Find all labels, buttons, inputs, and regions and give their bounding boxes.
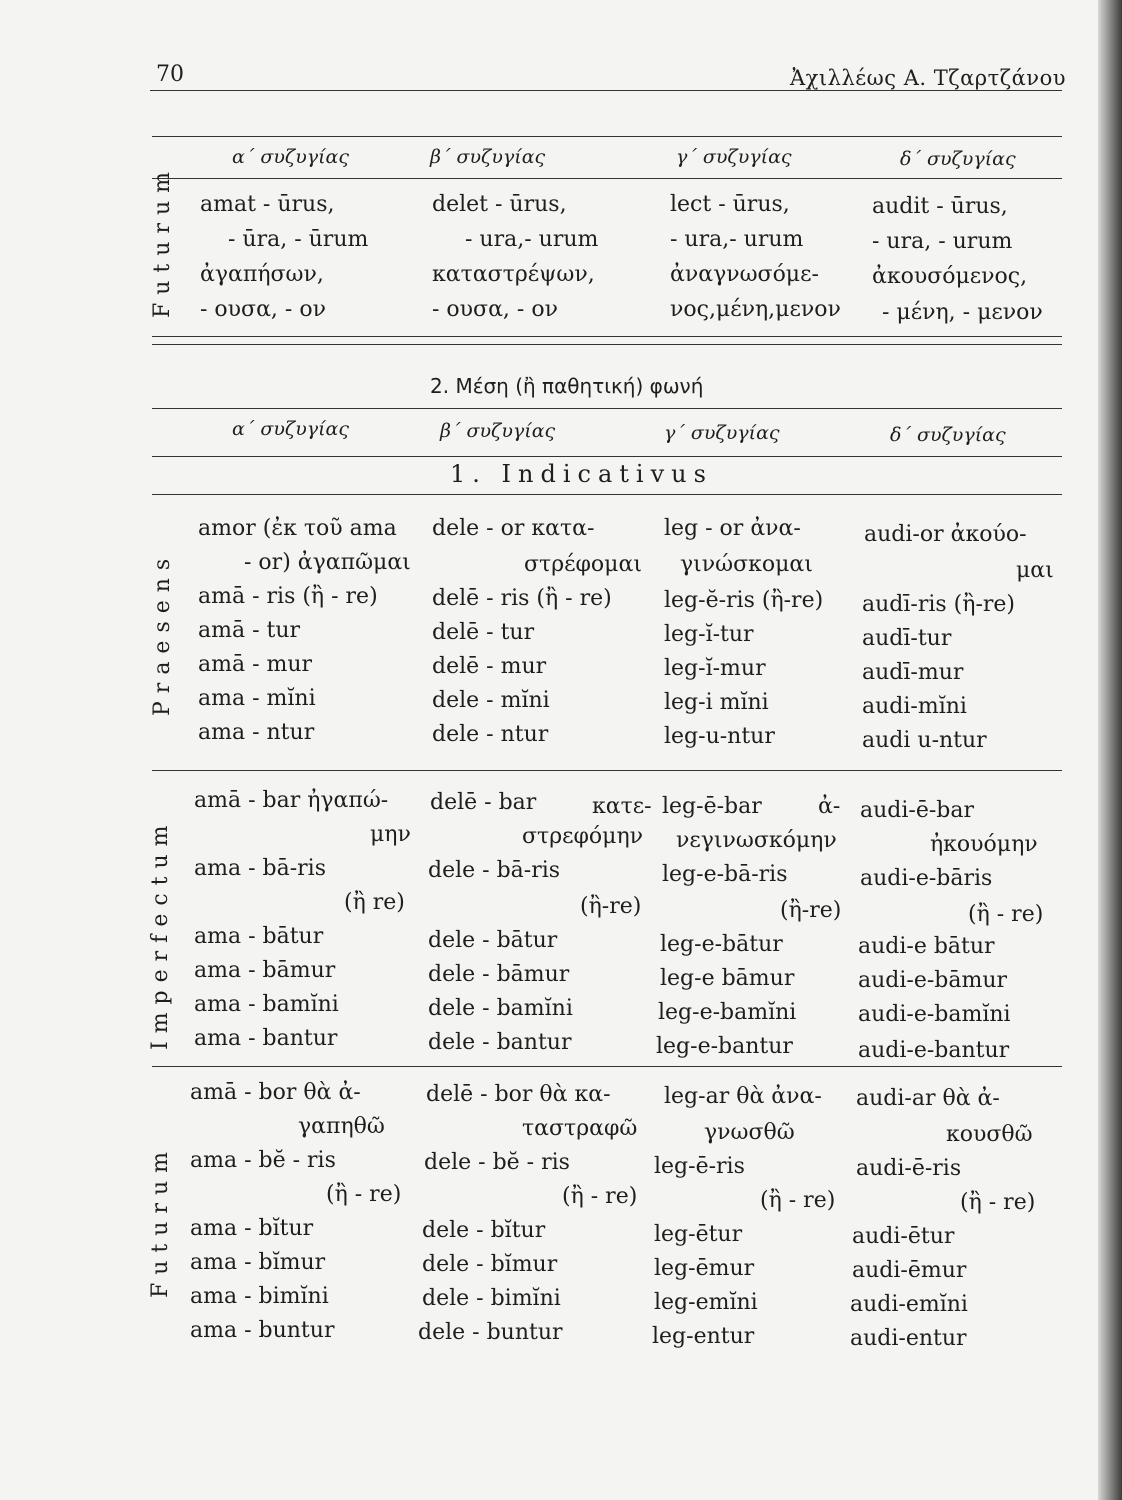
form-cell: νεγινωσκόμην [676,828,837,853]
form-cell: leg-e-bātur [660,932,783,957]
form-cell: (ἢ - re) [968,902,1044,927]
conj-header-3: γ΄ συζυγίας [676,146,792,168]
form-cell: amor (ἐκ τοῦ ama [198,516,397,541]
form-cell: audi-ē-ris [856,1156,962,1181]
form-cell: ama - bĭmur [190,1250,326,1275]
form-cell: dele - bā-ris [428,858,561,883]
form-cell: ama - buntur [190,1318,335,1343]
form-cell: κατε- [592,794,652,819]
form-cell: (ἢ re) [344,890,405,915]
form-cell: (ἢ - re) [326,1182,402,1207]
form-cell: leg-e bāmur [660,966,795,991]
form-cell: dele - bātur [428,928,558,953]
conj-header-4: δ΄ συζυγίας [900,148,1016,170]
form-cell: γνωσθῶ [704,1120,795,1145]
form-cell: lect - ūrus, [670,192,790,217]
mood-title: 1. Indicativus [450,460,713,488]
form-cell: - ουσα, - ον [432,297,558,322]
form-cell: audi-e-bamĭni [858,1002,1011,1027]
form-cell: ama - bimĭni [190,1284,329,1309]
table-rule [152,456,1062,457]
conj-header-4: δ΄ συζυγίας [890,424,1006,446]
form-cell: audī-mur [862,660,964,685]
form-cell: καταστρέψων, [432,262,595,287]
form-cell: - μένη, - μενον [882,300,1043,325]
form-cell: - ūra, - ūrum [228,227,369,252]
form-cell: leg-ē-bar [662,794,762,819]
form-cell: ἠκουόμην [930,832,1038,857]
table-rule [152,1066,1062,1067]
form-cell: - or) ἀγαπῶμαι [244,550,411,575]
conj-header-2: β΄ συζυγίας [440,420,556,442]
form-cell: dele - bĭmur [422,1252,558,1277]
form-cell: ama - ntur [198,720,315,745]
form-cell: audi-or ἀκούο- [864,522,1027,547]
form-cell: ama - bantur [194,1026,338,1051]
side-label-futurum-passive: Futurum [148,1144,173,1298]
form-cell: leg-e-bā-ris [662,862,788,887]
form-cell: audi u-ntur [862,728,987,753]
running-title: Ἀχιλλέως Α. Τζαρτζάνου [790,66,1066,90]
form-cell: dele - bĭtur [422,1218,546,1243]
form-cell: leg-e-bantur [656,1034,793,1059]
form-cell: (ἢ-re) [780,898,842,923]
conj-header-1: α΄ συζυγίας [232,418,350,440]
form-cell: amā - bar ἠγαπώ- [194,788,389,813]
form-cell: dele - ntur [432,722,549,747]
form-cell: - ουσα, - ον [200,297,326,322]
form-cell: dele - buntur [418,1320,563,1345]
form-cell: audi-e-bāmur [858,968,1008,993]
form-cell: audi-mĭni [862,694,967,719]
table-rule [152,770,1062,771]
form-cell: amā - tur [198,618,301,643]
form-cell: ἀ- [818,794,841,819]
table-rule [152,494,1062,495]
table-rule [152,336,1062,337]
form-cell: leg - or ἀνα- [664,516,801,541]
form-cell: leg-u-ntur [664,724,775,749]
form-cell: leg-ĭ-tur [664,622,754,647]
form-cell: leg-ĭ-mur [664,656,766,681]
form-cell: delē - mur [432,654,547,679]
form-cell: ama - bamĭni [194,992,339,1017]
form-cell: - ura,- urum [465,227,599,252]
form-cell: dele - or κατα- [432,516,595,541]
form-cell: (ἢ - re) [562,1184,638,1209]
form-cell: amā - bor θὰ ἀ- [190,1080,361,1105]
form-cell: amā - mur [198,652,313,677]
form-cell: audi-ēmur [852,1258,967,1283]
form-cell: (ἢ - re) [760,1188,836,1213]
form-cell: audi-entur [850,1326,967,1351]
section-title: 2. Μέση (ἢ παθητική) φωνή [430,374,704,398]
conj-header-2: β΄ συζυγίας [430,146,546,168]
form-cell: νος,μένη,μενον [670,297,841,322]
form-cell: audī-ris (ἢ-re) [862,592,1015,617]
form-cell: dele - bimĭni [422,1286,561,1311]
form-cell: μαι [1016,558,1054,583]
conj-header-1: α΄ συζυγίας [232,146,350,168]
form-cell: μην [370,822,411,847]
form-cell: audi-emĭni [850,1292,968,1317]
form-cell: leg-i mĭni [664,690,769,715]
form-cell: leg-ē-ris [654,1154,745,1179]
form-cell: delē - tur [432,620,535,645]
form-cell: audit - ūrus, [872,194,1008,219]
form-cell: amat - ūrus, [200,192,335,217]
form-cell: leg-e-bamĭni [658,1000,797,1025]
form-cell: στρεφόμην [522,824,644,849]
side-label-imperfectum: Imperfectum [148,817,173,1050]
form-cell: delē - bar [430,790,537,815]
form-cell: - ura,- urum [670,227,804,252]
form-cell: audi-e bātur [858,934,995,959]
form-cell: γινώσκομαι [680,552,813,577]
form-cell: dele - mĭni [432,688,550,713]
form-cell: στρέφομαι [524,552,642,577]
form-cell: audi-e-bāris [860,866,993,891]
form-cell: amā - ris (ἢ - re) [198,584,378,609]
form-cell: audi-ē-bar [860,798,975,823]
form-cell: ἀγαπήσων, [200,262,324,287]
form-cell: ama - bĭtur [190,1216,314,1241]
form-cell: leg-ētur [654,1222,743,1247]
form-cell: dele - bamĭni [428,996,573,1021]
form-cell: κουσθῶ [946,1122,1033,1147]
form-cell: leg-ĕ-ris (ἢ-re) [664,588,824,613]
form-cell: ἀκουσόμενος, [872,264,1028,289]
form-cell: leg-entur [652,1324,755,1349]
form-cell: ama - bātur [194,924,324,949]
form-cell: dele - bantur [428,1030,572,1055]
form-cell: ama - bāmur [194,958,336,983]
table-rule [152,178,1062,179]
form-cell: leg-ar θὰ ἀνα- [664,1084,822,1109]
form-cell: audi-ētur [852,1224,955,1249]
form-cell: - ura, - urum [872,229,1013,254]
form-cell: delet - ūrus, [432,192,567,217]
book-binding-shadow [1098,0,1122,1500]
table-rule [152,344,1062,345]
header-underline [150,90,1062,91]
form-cell: ταστραφῶ [522,1116,638,1141]
form-cell: audi-ar θὰ ἀ- [856,1086,1000,1111]
form-cell: delē - ris (ἢ - re) [432,586,612,611]
form-cell: dele - bāmur [428,962,570,987]
form-cell: γαπηθῶ [298,1114,385,1139]
form-cell: audi-e-bantur [858,1038,1010,1063]
side-label-futurum: Futurum [150,164,175,318]
form-cell: leg-ēmur [654,1256,755,1281]
form-cell: leg-emĭni [654,1290,758,1315]
form-cell: (ἢ - re) [960,1190,1036,1215]
page-number: 70 [156,62,184,87]
side-label-praesens: Praesens [150,550,175,716]
form-cell: audī-tur [862,626,952,651]
form-cell: dele - bĕ - ris [424,1150,570,1175]
table-rule [152,408,1062,409]
form-cell: (ἢ-re) [580,894,642,919]
table-rule [152,136,1062,137]
conj-header-3: γ΄ συζυγίας [664,422,780,444]
form-cell: ama - bā-ris [194,856,326,881]
form-cell: delē - bor θὰ κα- [426,1082,611,1107]
form-cell: ama - bĕ - ris [190,1148,336,1173]
form-cell: ama - mĭni [198,686,316,711]
form-cell: ἀναγνωσόμε- [670,262,819,287]
